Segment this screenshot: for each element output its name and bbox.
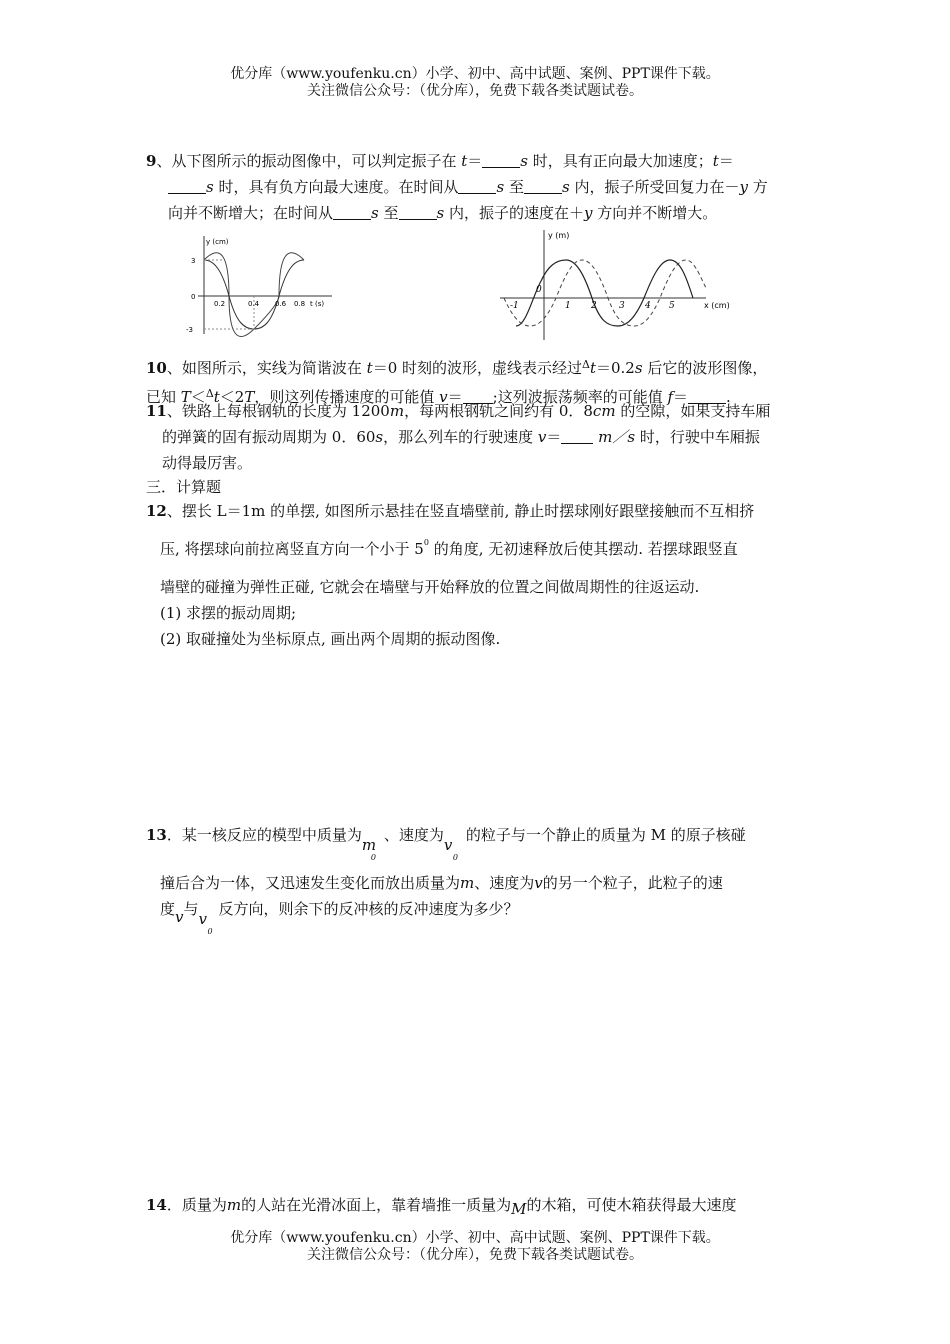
question-13-continued: 撞后合为一体，又迅速发生变化而放出质量为m、速度为v的另一个粒子，此粒子的速 度v与v 0 反方向，则余下的反冲核的反冲速度为多少？ — [160, 874, 723, 936]
question-10: 10、如图所示，实线为简谐波在 t＝0 时刻的波形，虚线表示经过$^\Delta$t＝0.2s 后它的波形图像， 已知 T＜$^\Delta$t＜2T，则这列传播速度的可能值 v＝ ;这列波振荡频率的可能值 f＝ . — [146, 358, 768, 406]
sub-question-2: (2) 取碰撞处为坐标原点, 画出两个周期的振动图像. — [160, 630, 501, 648]
x-tick: 2 — [591, 301, 597, 311]
vibration-curve-smooth — [204, 260, 304, 329]
footer-line-2: 关注微信公众号：（优分库），免费下载各类试题试卷。 — [307, 1247, 643, 1263]
sub-question-1: (1) 求摆的振动周期; — [160, 604, 297, 622]
x-tick: 1 — [565, 301, 571, 311]
header-line-1: 优分库（www.youfenku.cn）小学、初中、高中试题、案例、PPT课件下载。 — [230, 66, 720, 82]
solid-wave — [516, 260, 693, 326]
y-tick-top: 3 — [191, 257, 196, 265]
vibration-curve — [204, 253, 304, 337]
question-number: 13 — [146, 826, 167, 844]
question-9: 9、从下图所示的振动图像中，可以判定振子在 t＝ s 时，具有正向最大加速度；t＝ s 时，具有负方向最大速度。在时间从 s 至 s 内，振子所受回复力在－y 方 向并不断增大；在时间从 s 至 s 内，振子的速度在＋y 方向并不断增大。 — [146, 152, 768, 222]
x-tick: 0.8 — [294, 300, 306, 308]
question-11: 11、铁路上每根钢轨的长度为 1200m，每两根钢轨之间约有 0．8cm 的空隙，如果支持车厢 的弹簧的固有振动周期为 0．60s，那么列车的行驶速度 v＝ m／s 时，行驶中车厢振 动得最厉害。 — [146, 402, 771, 472]
header-line-2: 关注微信公众号：（优分库），免费下载各类试题试卷。 — [307, 83, 643, 99]
x-axis-label: t (s) — [310, 300, 325, 308]
vibration-graph — [182, 230, 342, 340]
x-tick: 4 — [645, 301, 651, 311]
question-12-text: 墙壁的碰撞为弹性正碰, 它就会在墙壁与开始释放的位置之间做周期性的往返运动. (1) 求摆的振动周期; (2) 取碰撞处为坐标原点, 画出两个周期的振动图像. — [160, 574, 810, 652]
x-tick: -1 — [510, 301, 519, 311]
y-tick-bottom: -3 — [186, 326, 193, 334]
question-12: 12、摆长 L＝1m 的单摆, 如图所示悬挂在竖直墙壁前, 静止时摆球刚好跟壁接触而不互相挤 — [146, 502, 755, 520]
answer-blank[interactable] — [399, 205, 437, 220]
answer-blank[interactable] — [561, 429, 593, 444]
question-number: 9 — [146, 152, 157, 170]
question-number: 10 — [146, 359, 167, 377]
question-12-continued: 压, 将摆球向前拉离竖直方向一个小于 $5^0$ 的角度, 无初速释放后使其摆动. 若摆球跟竖直 — [160, 538, 738, 558]
question-number: 14 — [146, 1196, 167, 1214]
question-13: 13．某一核反应的模型中质量为m 0 、速度为v 0 的粒子与一个静止的质量为 M 的原子核碰 — [146, 826, 746, 862]
x-tick: 5 — [669, 301, 675, 311]
answer-blank[interactable] — [168, 179, 206, 194]
page-footer — [0, 1230, 950, 1264]
x-tick: 0.6 — [275, 300, 287, 308]
answer-blank[interactable] — [482, 153, 520, 168]
page-header — [0, 66, 950, 100]
answer-blank[interactable] — [524, 179, 562, 194]
degree-mark: 0 — [423, 538, 429, 547]
x-tick: 3 — [619, 301, 625, 311]
answer-blank[interactable] — [458, 179, 496, 194]
y-axis-label: y (cm) — [206, 238, 229, 246]
question-number: 12 — [146, 502, 167, 520]
y-axis-label: y (m) — [548, 231, 570, 240]
x-tick: 0.2 — [214, 300, 226, 308]
dashed-wave — [504, 260, 706, 326]
x-tick: 0.4 — [248, 300, 260, 308]
footer-line-1: 优分库（www.youfenku.cn）小学、初中、高中试题、案例、PPT课件下载。 — [230, 1230, 720, 1246]
answer-blank[interactable] — [333, 205, 371, 220]
x-axis-label: x (cm) — [704, 301, 730, 310]
question-number: 11 — [146, 402, 167, 420]
y-tick-zero: 0 — [191, 293, 196, 301]
origin-label: 0 — [536, 285, 542, 295]
section-title: 三．计算题 — [146, 478, 222, 496]
question-14: 14．质量为m的人站在光滑冰面上，靠着墙推一质量为M的木箱，可使木箱获得最大速度 — [146, 1196, 737, 1218]
wave-graph — [496, 226, 746, 344]
